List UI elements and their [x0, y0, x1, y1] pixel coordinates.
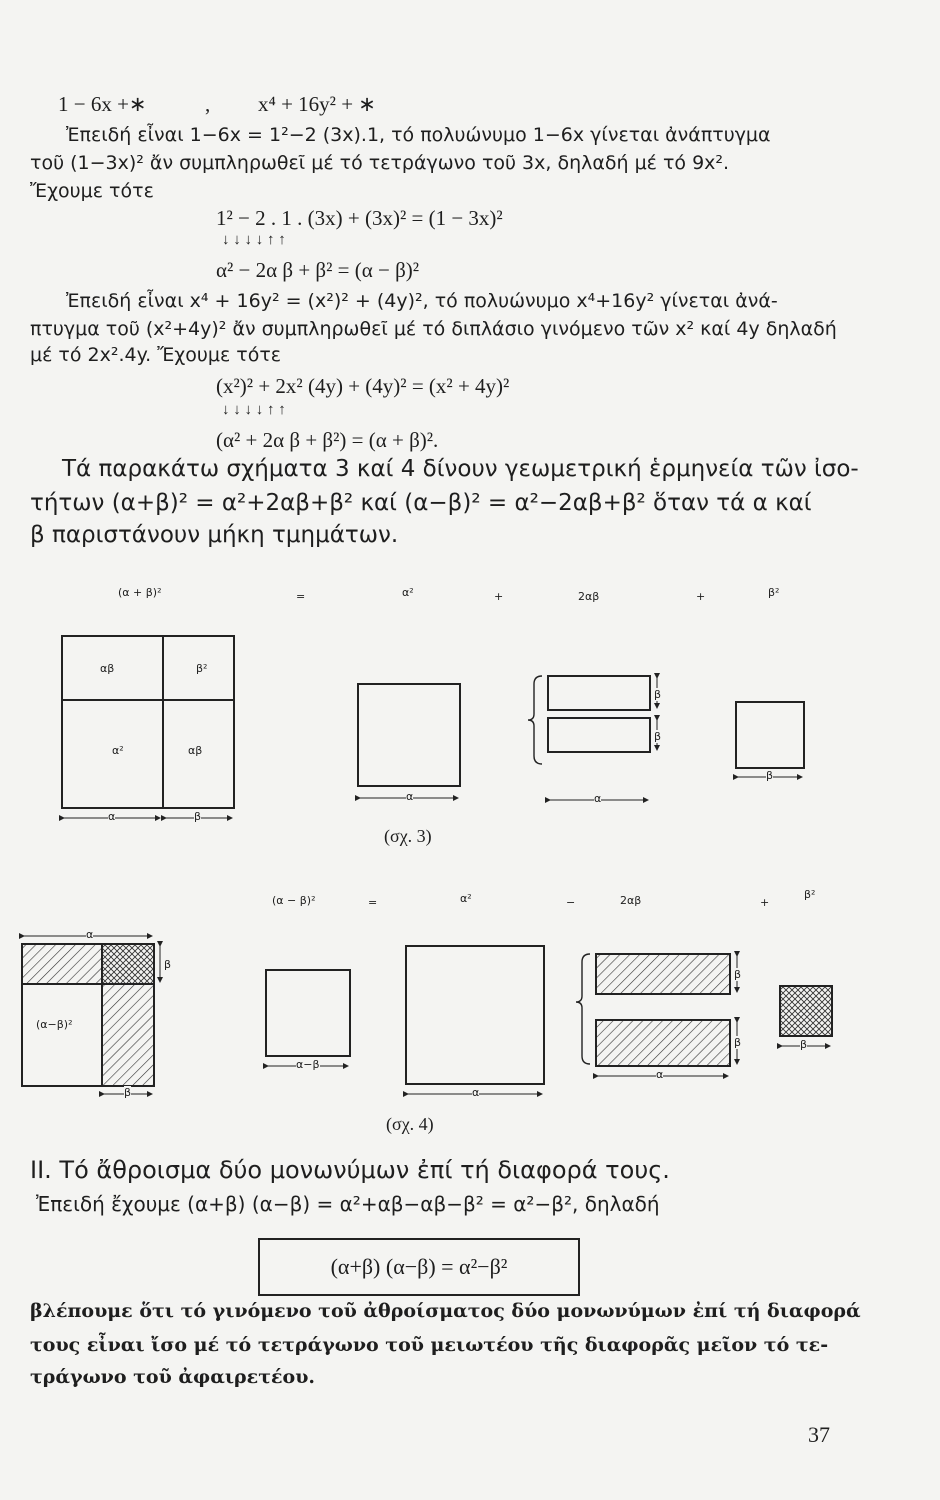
- expr-right: x⁴ + 16y² + ∗: [258, 92, 376, 116]
- fig3-cell-a2: α²: [112, 744, 124, 757]
- fig4-rect-a: α: [656, 1068, 664, 1081]
- fig4-big-square: [22, 944, 154, 1086]
- fig3-rect-b1: β: [654, 688, 662, 701]
- fig4-b2-square: [780, 986, 832, 1036]
- para-3: β παριστάνουν μήκη τμημάτων.: [30, 522, 399, 548]
- line-4: Ἔχουμε τότε: [30, 180, 154, 202]
- fig4-small-b: β: [800, 1038, 808, 1051]
- boxed-formula: (α+β) (α−β) = α²−β²: [258, 1238, 580, 1296]
- fig4-head-plus: +: [760, 896, 770, 909]
- fig3-head-2ab: 2αβ: [578, 590, 600, 603]
- equation-1: 1² − 2 . 1 . (3x) + (3x)² = (1 − 3x)²: [216, 206, 503, 230]
- fig3-rect-a: α: [594, 792, 602, 805]
- equation-1-greek: α² − 2α β + β² = (α − β)²: [216, 258, 420, 282]
- fig4-head-lhs: (α − β)²: [272, 894, 316, 907]
- fig3-head-plus1: +: [494, 590, 504, 603]
- conclusion-2: τους εἶναι ἴσο μέ τό τετράγωνο τοῦ μειωτέου τῆς διαφορᾶς μεῖον τό τε-: [30, 1334, 829, 1356]
- fig4-top-a: α: [86, 928, 94, 941]
- conclusion-3: τράγωνο τοῦ ἀφαιρετέου.: [30, 1366, 316, 1388]
- section-heading: ΙΙ. Τό ἄθροισμα δύο μονωνύμων ἐπί τή διαφορά τους.: [30, 1156, 670, 1184]
- fig4-rect-b2: β: [734, 1036, 742, 1049]
- fig4-head-minus: −: [566, 896, 576, 909]
- fig3-head-b2: β²: [768, 586, 780, 599]
- equation-1-arrows: ↓ ↓ ↓ ↓ ↑ ↑: [222, 232, 286, 248]
- fig4-bot-b: β: [124, 1086, 132, 1099]
- line-6: πτυγμα τοῦ (x²+4y)² ἄν συμπληρωθεῖ μέ τό διπλάσιο γινόμενο τῶν x² καί 4y δηλαδή: [30, 318, 837, 340]
- fig4-head-b2: β²: [804, 888, 816, 901]
- equation-2-arrows: ↓ ↓ ↓ ↓ ↑ ↑: [222, 402, 286, 418]
- para-2: τήτων (α+β)² = α²+2αβ+β² καί (α−β)² = α²−2αβ+β² ὅταν τά α καί: [30, 490, 812, 516]
- fig3-small-b: β: [766, 769, 774, 782]
- fig4-sq-amb: α−β: [296, 1058, 320, 1071]
- fig4-rect-b1: β: [734, 968, 742, 981]
- line-7: μέ τό 2x².4y. Ἔχουμε τότε: [30, 344, 282, 366]
- fig4-amb-label: (α−β)²: [36, 1018, 73, 1031]
- fig3-a2-square: [358, 684, 460, 786]
- fig3-dim-b: β: [194, 810, 202, 823]
- fig4-head-eq: =: [368, 896, 378, 909]
- line-2: Ἐπειδή εἶναι 1−6x = 1²−2 (3x).1, τό πολυώνυμο 1−6x γίνεται ἀνάπτυγμα: [66, 124, 771, 146]
- fig4-head-a2: α²: [460, 892, 472, 905]
- fig3-cell-ab2: αβ: [188, 744, 203, 757]
- fig3-cell-ab1: αβ: [100, 662, 115, 675]
- para-1: Τά παρακάτω σχήματα 3 καί 4 δίνουν γεωμετρική ἑρμηνεία τῶν ἰσο-: [62, 456, 859, 482]
- expr-left: 1 − 6x +∗: [58, 92, 147, 116]
- equation-2-greek: (α² + 2α β + β²) = (α + β)².: [216, 428, 439, 452]
- fig4-side-b: β: [164, 958, 172, 971]
- fig4-2ab-rects: [576, 954, 730, 1066]
- fig3-head-a2: α²: [402, 586, 414, 599]
- fig3-caption: (σχ. 3): [384, 826, 432, 846]
- fig3-sq-a: α: [406, 790, 414, 803]
- fig4-sq-a: α: [472, 1086, 480, 1099]
- fig3-head-eq: =: [296, 590, 306, 603]
- fig3-head-lhs: (α + β)²: [118, 586, 162, 599]
- fig3-big-square: [62, 636, 234, 808]
- equation-2: (x²)² + 2x² (4y) + (4y)² = (x² + 4y)²: [216, 374, 510, 398]
- fig3-2ab-rects: [528, 676, 650, 764]
- fig3-cell-b2: β²: [196, 662, 208, 675]
- line-3: τοῦ (1−3x)² ἄν συμπληρωθεῖ μέ τό τετράγωνο τοῦ 3x, δηλαδή μέ τό 9x².: [30, 152, 730, 174]
- conclusion-1: βλέπουμε ὅτι τό γινόμενο τοῦ ἀθροίσματος δύο μονωνύμων ἐπί τή διαφορά: [30, 1300, 861, 1322]
- fig4-amb-square: [266, 970, 350, 1056]
- page-number: 37: [808, 1422, 830, 1447]
- section-line: Ἐπειδή ἔχουμε (α+β) (α−β) = α²+αβ−αβ−β² = α²−β², δηλαδή: [36, 1192, 660, 1216]
- fig3-b2-square: [736, 702, 804, 768]
- fig3-head-plus2: +: [696, 590, 706, 603]
- fig3-dim-a: α: [108, 810, 116, 823]
- fig4-a2-square: [406, 946, 544, 1084]
- line-5: Ἐπειδή εἶναι x⁴ + 16y² = (x²)² + (4y)², τό πολυώνυμο x⁴+16y² γίνεται ἀνά-: [66, 290, 778, 312]
- expr-sep: ,: [205, 92, 211, 116]
- fig4-caption: (σχ. 4): [386, 1114, 434, 1134]
- fig4-head-2ab: 2αβ: [620, 894, 642, 907]
- fig3-rect-b2: β: [654, 730, 662, 743]
